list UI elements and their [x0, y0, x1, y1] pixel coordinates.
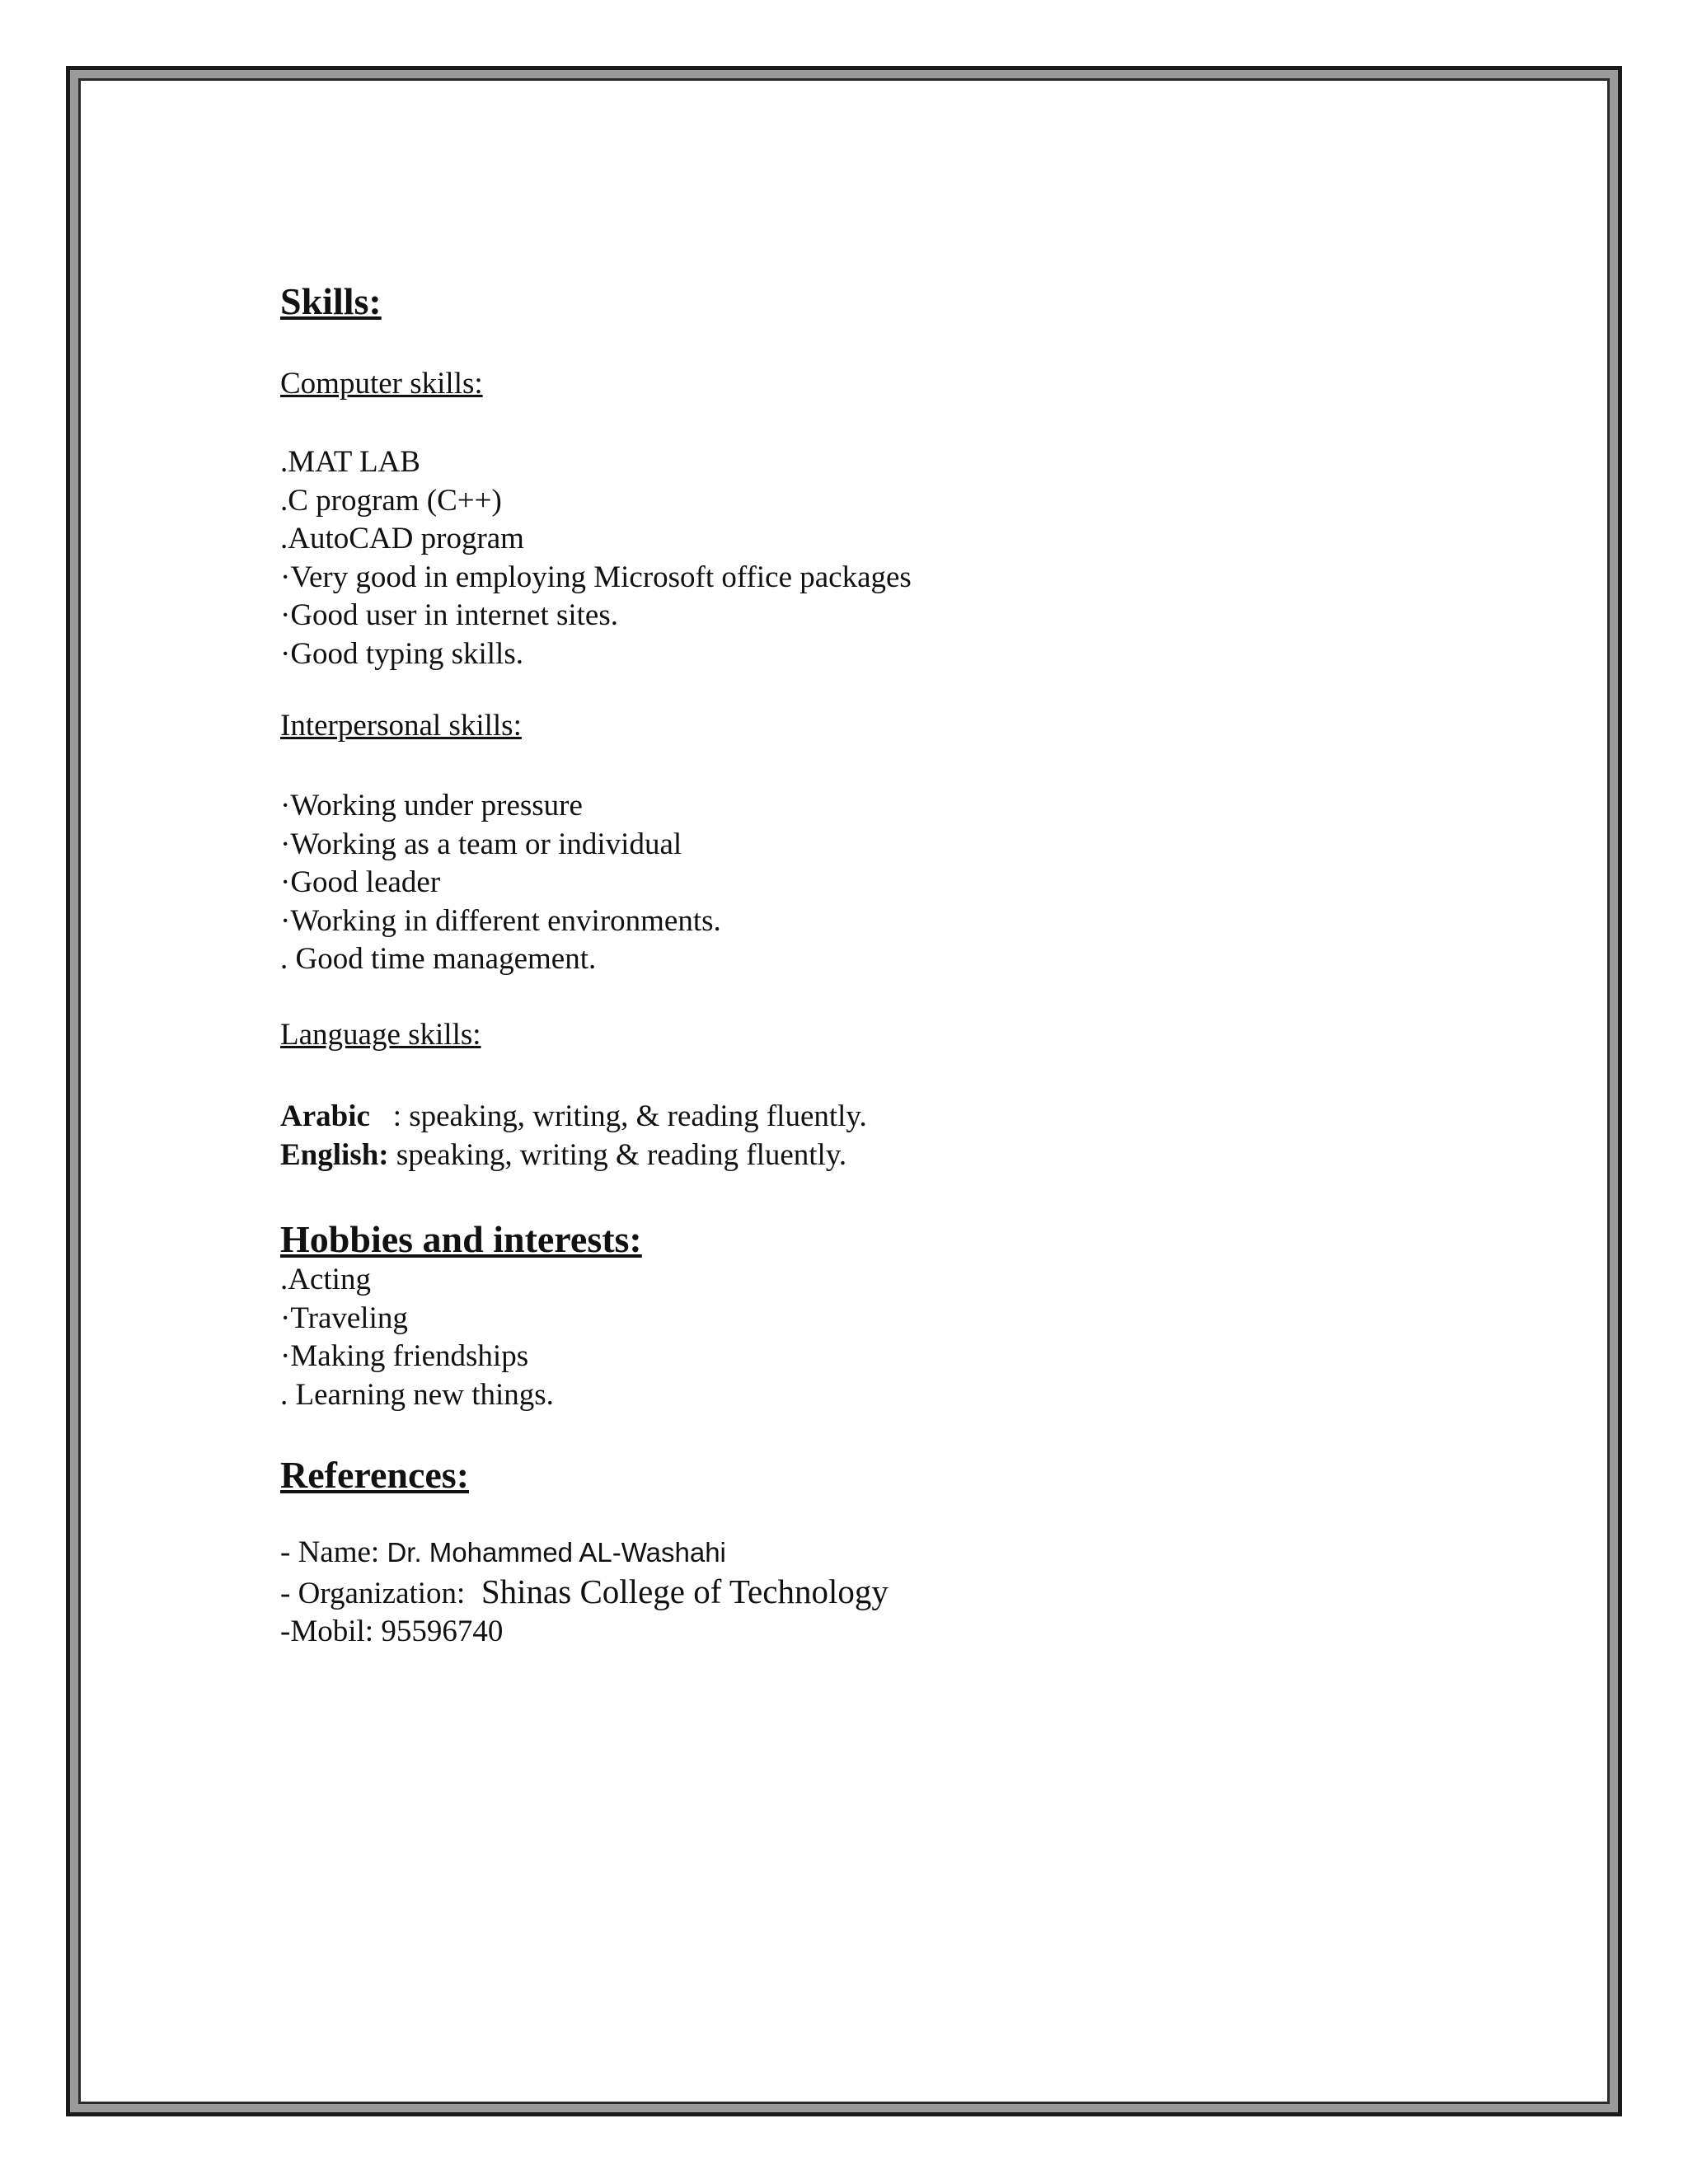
interpersonal-skills-list — [280, 787, 721, 979]
reference-mobile-value: 95596740 — [381, 1615, 504, 1648]
language-skills-list — [280, 1098, 867, 1174]
list-item: ·Very good in employing Microsoft office packages — [280, 560, 912, 594]
skills-title: Skills: — [280, 280, 382, 322]
hobbies-list — [280, 1261, 554, 1414]
page-inner — [78, 78, 1610, 2104]
language-item-arabic — [280, 1098, 867, 1137]
language-name: Arabic — [280, 1099, 370, 1133]
language-detail: speaking, writing & reading fluently. — [388, 1137, 847, 1172]
language-detail: : speaking, writing, & reading fluently. — [369, 1099, 867, 1133]
references-title: References: — [280, 1454, 470, 1496]
language-item-english — [280, 1137, 867, 1175]
list-item: . Good time management. — [280, 942, 597, 976]
reference-organization-label: - Organization: — [280, 1576, 473, 1610]
list-item: ·Good typing skills. — [280, 636, 523, 671]
list-item: ·Making friendships — [280, 1339, 529, 1373]
list-item: ·Working as a team or individual — [280, 827, 682, 861]
computer-skills-list — [280, 443, 912, 673]
page-frame — [66, 66, 1622, 2116]
hobbies-title: Hobbies and interests: — [280, 1218, 642, 1260]
list-item: ·Good user in internet sites. — [280, 598, 618, 632]
reference-organization-value: Shinas College of Technology — [472, 1572, 889, 1610]
language-name: English: — [280, 1137, 389, 1172]
list-item: .C program (C++) — [280, 483, 502, 518]
reference-name-value: Dr. Mohammed AL-Washahi — [387, 1537, 726, 1568]
list-item: ·Working in different environments. — [280, 903, 721, 938]
interpersonal-skills-heading: Interpersonal skills: — [280, 709, 522, 743]
list-item: . Learning new things. — [280, 1377, 554, 1412]
list-item: ·Good leader — [280, 865, 441, 899]
list-item: .AutoCAD program — [280, 522, 524, 555]
reference-mobile — [280, 1613, 889, 1652]
computer-skills-heading: Computer skills: — [280, 367, 483, 401]
reference-mobile-label: -Mobil: — [280, 1615, 382, 1648]
language-skills-heading: Language skills: — [280, 1018, 481, 1052]
list-item: .MAT LAB — [280, 445, 420, 479]
reference-name — [280, 1534, 889, 1572]
list-item: ·Traveling — [280, 1301, 408, 1335]
reference-organization — [280, 1572, 889, 1614]
list-item: .Acting — [280, 1263, 371, 1296]
references-list — [280, 1534, 889, 1652]
list-item: ·Working under pressure — [280, 789, 583, 823]
reference-name-label: - Name: — [280, 1535, 387, 1569]
